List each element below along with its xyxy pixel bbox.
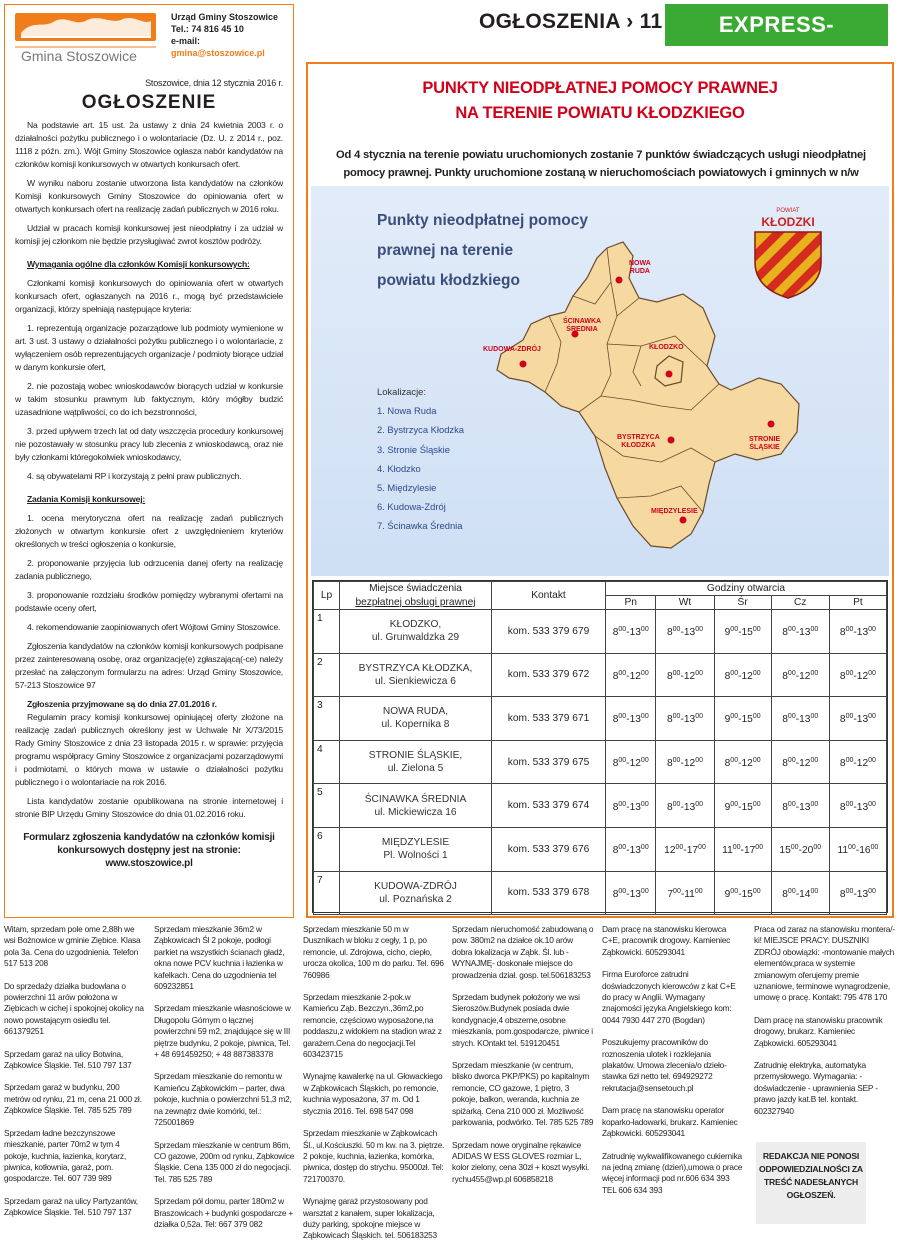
row-contact: kom. 533 379 674 [492,784,606,828]
col-header-day: Pt [829,596,886,610]
row-place: NOWA RUDA, ul. Kopernika 8 [340,697,492,741]
row-hours: $8^{00}-13^{00}$ [771,784,829,828]
col-header-place: Miejsce świadczenia [340,582,492,596]
classified-ad: Sprzedam pół domu, parter 180m2 w Braszowicach + budynki gospodarcze + działka 0,52a. Tel: 667 379 082 [154,1196,294,1229]
row-contact: kom. 533 379 678 [492,871,606,915]
col-header-day: Wt [656,596,714,610]
map-dot-kudowa [520,361,527,368]
section-heading: Wymagania ogólne dla członków Komisji konkursowych: [27,259,250,269]
gmina-logo [13,11,158,66]
map-dot-miedzylesie [680,517,687,524]
row-hours: $8^{00}-13^{00}$ [606,827,656,871]
deadline: Zgłoszenia przyjmowane są do dnia 27.01.2016 r. [27,699,217,709]
classified-ad: Firma Euroforce zatrudni doświadczonych kierowców z kat C+E do pracy w Anglii. Wymagany znajomości języka Angielskiego kom: 0044 7930 447 270 (Bogdan) [602,969,736,1025]
map-label-klodzko: KŁODZKO [649,344,684,351]
row-hours: $8^{00}-12^{00}$ [606,653,656,697]
row-hours: $8^{00}-13^{00}$ [656,697,714,741]
classified-ad: Zatrudnię elektryka, automatyka przemysłowego. Wymagania: - doświadczenie - uprawnienia SEP - prawo jazdy kat.B tel. kontakt. 602327940 [754,1060,878,1116]
map-label-kudowa: KUDOWA-ZDRÓJ [483,346,541,353]
classifieds-column [754,924,896,1128]
row-contact: kom. 533 379 672 [492,653,606,697]
row-contact: kom. 533 379 675 [492,740,606,784]
row-hours: $8^{00}-12^{00}$ [771,740,829,784]
row-hours: $11^{00}-16^{00}$ [829,827,886,871]
col-header-hours: Godziny otwarcia [606,582,887,596]
row-contact: kom. 533 379 679 [492,610,606,654]
paragraph: 1. reprezentują organizacje pozarządowe lub podmioty wymienione w art. 3 ust. 3 ustawy o działalności pożytku publicznego i o wolontariacie, z wyłączeniem osób reprezentujących organizacje / podmioty biorące udział w danym konkursie ofert, [15,323,283,372]
announcement-date: Stoszowice, dnia 12 stycznia 2016 r. [145,78,283,88]
row-lp: 1 [314,610,340,654]
classifieds-column [4,924,146,1230]
row-hours: $8^{00}-12^{00}$ [771,653,829,697]
row-hours: $8^{00}-12^{00}$ [606,740,656,784]
table-row [314,610,887,654]
col-header-lp: Lp [314,582,340,610]
classified-ad: Sprzedam garaż na ulicy Partyzantów, Ząbkowice Śląskie. Tel. 510 797 137 [4,1195,138,1218]
row-hours: $8^{00}-13^{00}$ [656,610,714,654]
classified-ad: Sprzedam mieszkanie własnościowe w Długopolu Górnym o łącznej powierzchni 59 m2, znajdujące się w III piętrze budynku, 2 pokoje, piwnica, Tel. + 48 691459250; + 48 887383378 [154,1003,291,1060]
classified-ad: Sprzedam mieszkanie (w centrum, blisko dworca PKP/PKS) po kapitalnym remoncie, CO gazowe, 1 piętro, 3 pokoje, balkon, weranda, kuchnia ze spiżarką. Cena 210 000 zł. Możliwość parkowania, podwórko. Tel. 785 525 789 [452,1060,594,1128]
col-header-day: Cz [771,596,829,610]
contact-email-label: e-mail: [171,36,201,46]
paragraph: Zgłoszenia kandydatów na członków komisji konkursowych podpisane przez zainteresowaną osobę, oraz organizację(e) zgłaszającą(-ce) należy przesłać na załączonym formularzu na adres: Urząd Gminy Stoszowice, 57-213 Stoszowice 97 [15,641,283,690]
table-row [314,740,887,784]
row-place: BYSTRZYCA KŁODZKA, ul. Sienkiewicza 6 [340,653,492,697]
row-hours: $8^{00}-12^{00}$ [656,653,714,697]
paragraph: Na podstawie art. 15 ust. 2a ustawy z dnia 24 kwietnia 2003 r. o działalności pożytku publicznego i o wolontariacie (Dz. U. z 2014 r., poz. 1118 z późn. zm.). Wójt Gminy Stoszowice ogłasza nabór kandydatów na członków komisji konkursowych w otwartych konkursach ofert. [15,120,283,169]
row-hours: $8^{00}-12^{00}$ [656,740,714,784]
classified-ad: Witam, sprzedam pole ome 2,88h we wsi Bożnowice w gminie Ziębice. Klasa pola 3a. Cena do uzgodnienia. Telefon 517 513 208 [4,924,141,969]
locations-label: Lokalizacje: [377,386,426,397]
row-place: KUDOWA-ZDRÓJ ul. Poznańska 2 [340,871,492,915]
location-item: 6. Kudowa-Zdrój [377,501,446,513]
locations-list [377,382,464,536]
paragraph: 2. proponowanie przyjęcia lub odrzucenia danej oferty na realizację zadania publicznego, [15,558,283,581]
classifieds-column [452,924,594,1196]
row-place: ŚCINAWKA ŚREDNIA ul. Mickiewicza 16 [340,784,492,828]
announcement-body [15,77,283,870]
contact-email-link[interactable]: gmina@stoszowice.pl [171,48,265,58]
map-label-stronie: STRONIE ŚLĄSKIE [749,436,781,451]
row-hours: $7^{00}-11^{00}$ [656,871,714,915]
row-hours: $8^{00}-13^{00}$ [606,871,656,915]
contact-tel: Tel.: 74 816 45 10 [171,24,244,34]
hours-table-body [314,610,887,915]
classified-ad: Dam pracę na stanowisku kierowca C+E, pracownik drogowy. Kamieniec Ząbkowicki. 605293041 [602,924,731,957]
hours-table-wrapper [312,580,888,913]
logo-wordmark: Gmina Stoszowice [21,48,137,64]
row-place: MIĘDZYLESIE Pl. Wolności 1 [340,827,492,871]
map-title-line2: prawnej na terenie [377,242,514,259]
col-header-day: Śr [714,596,771,610]
row-lp: 2 [314,653,340,697]
classified-ad: Wynajmę kawalerkę na ul. Głowackiego w Ząbkowicach Śląskich, po remoncie, kuchnia wyposażona, 37 m. Od 1 stycznia 2016. Tel. 698 547 098 [303,1071,443,1116]
paragraph: 2. nie pozostają wobec wnioskodawców biorących udział w konkursie w takim stosunku prawnym lub faktycznym, który mógłby budzić uzasadnione wątpliwości, co do ich bezstronności, [15,381,283,417]
disclaimer-box: REDAKCJA NIE PONOSI ODPOWIEDZIALNOŚCI ZA TREŚĆ NADESŁANYCH OGŁOSZEŃ. [756,1142,866,1224]
map-dot-nowa-ruda [616,277,623,284]
row-lp: 3 [314,697,340,741]
table-row [314,784,887,828]
paragraph: W wyniku naboru zostanie utworzona lista kandydatów na członków Komisji konkursowych Gminy Stoszowice do opiniowania ofert w otwartych konkursach ofert na realizację zadań publicznych w 2016 roku. [15,178,283,214]
classifieds-column [602,924,744,1207]
row-hours: $8^{00}-13^{00}$ [656,784,714,828]
map-title-line3: powiatu kłodzkiego [377,272,520,289]
paragraph: 3. proponowanie rozdziału środków pomiędzy wybranymi ofertami na podstawie oceny ofert, [15,590,283,613]
row-hours: $8^{00}-13^{00}$ [606,697,656,741]
row-hours: $8^{00}-14^{00}$ [771,871,829,915]
row-place: KŁODZKO, ul. Grunwaldzka 29 [340,610,492,654]
location-item: 4. Kłodzko [377,462,421,474]
paragraph: Lista kandydatów zostanie opublikowana na stronie internetowej i stronie BIP Urzędu Gminy Stoszowice do dnia 01.02.2016 roku. [15,796,283,819]
classifieds-column [303,924,445,1253]
paragraph: Udział w pracach komisji konkursowej jest nieodpłatny i za udział w komisji jej członkom nie będzie przysługiwać zwrot kosztów podróży. [15,223,283,246]
classified-ad: Sprzedam mieszkanie 2-pok.w Kamieńcu Ząb. Bezczyn.,36m2,po remoncie, częściowo wyposażone,na poddaszu,z widokiem na stadion wraz z garażem.Cena do negocjacji.Tel 603423715 [303,992,442,1060]
row-hours: $8^{00}-13^{00}$ [606,784,656,828]
paragraph: 3. przed upływem trzech lat od daty wszczęcia procedury konkursowej nie pozostawały w stosunku pracy lub zlecenia z wnioskodawcą, oraz nie były członkami któregokolwiek wnioskodawcy, [15,426,283,462]
classified-ad: Do sprzedaży działka budowlana o powierzchni 11 arów położona w Ziębicach w cichej i spokojnej okolicy na nowo powstającym osiedlu tel. 661379251 [4,980,144,1037]
contact-name: Urząd Gminy Stoszowice [171,12,279,22]
form-info: Formularz zgłoszenia kandydatów na członków komisji konkursowych dostępny jest na stronie: www.stoszowice.pl [23,832,275,869]
location-item: 7. Ścinawka Średnia [377,520,463,532]
crest-name: KŁODZKI [761,215,815,229]
classified-ad: Sprzedam ładne bezczynszowe mieszkanie, parter 70m2 w tym 4 pokoje, kuchnia, łazienka, korytarz, piwnica, kotłownia, garaż, pom. gospodarcze. Tel. 607 739 989 [4,1127,126,1184]
row-hours: $9^{00}-15^{00}$ [714,871,771,915]
table-row [314,697,887,741]
map-label-bystrzyca: BYSTRZYCA KŁODZKA [617,434,660,449]
row-lp: 7 [314,871,340,915]
row-hours: $12^{00}-17^{00}$ [656,827,714,871]
location-item: 1. Nowa Ruda [377,405,437,417]
map-label-scinawka: ŚCINAWKA ŚREDNIA [563,318,602,333]
table-row [314,827,887,871]
map-dot-klodzko [666,371,673,378]
row-lp: 6 [314,827,340,871]
row-hours: $8^{00}-13^{00}$ [606,610,656,654]
row-hours: $11^{00}-17^{00}$ [714,827,771,871]
table-row [314,653,887,697]
location-item: 5. Międzylesie [377,482,437,494]
paragraph: 1. ocena merytoryczna ofert na realizację zadań publicznych złożonych w otwartym konkursie ofert z uwzględnieniem kryteriów określonych w treści ogłoszenia o konkursie, [15,513,283,549]
row-hours: $15^{00}-20^{00}$ [771,827,829,871]
panel-title-line1: PUNKTY NIEODPŁATNEJ POMOCY PRAWNEJ [422,79,778,97]
classified-ad: Sprzedam mieszkanie w centrum 86m, CO gazowe, 200m od rynku, Ząbkowice Śląskie. Cena 135 000 zł do negocjacji. Tel. 785 525 789 [154,1139,295,1184]
location-item: 2. Bystrzyca Kłodzka [377,424,465,436]
row-lp: 5 [314,784,340,828]
map-label-miedzylesie: MIĘDZYLESIE [651,508,698,515]
paragraph: Członkami komisji konkursowych do opiniowania ofert w otwartych konkursach ofert, ogłaszanych na 2016 r., mogą być przedstawiciele organizacji, którzy spełniają następujące kryteria: [15,278,283,314]
col-header-contact: Kontakt [492,582,606,610]
location-item: 3. Stronie Śląskie [377,443,450,455]
panel-title [308,76,892,126]
row-hours: $8^{00}-13^{00}$ [829,697,886,741]
classified-ad: Dam pracę na stanowisku pracownik drogowy, brukarz. Kamieniec Ząbkowicki. 605293041 [754,1014,883,1048]
row-hours: $9^{00}-15^{00}$ [714,697,771,741]
row-hours: $8^{00}-12^{00}$ [714,653,771,697]
announcement-panel [4,4,294,918]
map-dot-stronie [768,421,775,428]
classified-ad: Zatrudnię wykwalifikowanego cukiernika na jedną zmianę (dzień),umowa o prace więcej informacji pod nr.606 634 393 TEL 606 634 393 [602,1150,743,1195]
paragraph: 4. są obywatelami RP i korzystają z pełni praw publicznych. [27,471,242,481]
row-hours: $9^{00}-15^{00}$ [714,784,771,828]
map-title [377,206,588,296]
row-hours: $9^{00}-15^{00}$ [714,610,771,654]
row-hours: $8^{00}-12^{00}$ [714,740,771,784]
row-hours: $8^{00}-13^{00}$ [829,871,886,915]
row-hours: $8^{00}-13^{00}$ [829,784,886,828]
row-lp: 4 [314,740,340,784]
hours-table [313,581,887,915]
section-header: OGŁOSZENIA › 11 [479,10,663,33]
classified-ad: Sprzedam garaż w budynku, 200 metrów od rynku, 21 m, cena 21 000 zł. Ząbkowice Śląskie. Tel. 785 525 789 [4,1082,142,1116]
classified-ad: Sprzedam nowe oryginalne rękawice ADIDAS W ESS GLOVES rozmiar L, kolor zielony, cena 30zł + koszt wysyłki. rychu455@wp.pl 606858218 [452,1139,590,1184]
map-title-line1: Punkty nieodpłatnej pomocy [377,212,588,229]
table-row [314,871,887,915]
panel-lead: Od 4 stycznia na terenie powiatu uruchomionych zostanie 7 punktów świadczących usługi nieodpłatnej pomocy prawnej. Punkty uruchomione zostaną w nieruchomościach powiatowych i gminnych w n/w [336,149,866,179]
contact-email-row [171,35,293,59]
district-map [311,186,889,576]
paragraph: Regulamin pracy komisji konkursowej opiniującej oferty złożone na realizację zadań publicznych określony jest w Uchwale Nr X/73/2015 Rady Gminy Stoszowice z dnia 23 listopada 2015 r. w sprawie: przyjęcia programu współpracy Gminy Stoszowice z organizacjami pozarządowymi i podmiotami, o których mowa w ustawie o działalności pożytku publicznego i o wolontariacie na rok 2016. [15,712,283,787]
classified-ad: Sprzedam mieszkanie 50 m w Dusznikach w bloku z cegły, 1 p, po remoncie, ul. Zdrojowa, cicho, ciepło, urocza okolica, 100 m do parku. Tel. 696 760986 [303,924,444,980]
legal-aid-panel [306,62,894,918]
panel-title-line2: NA TERENIE POWIATU KŁODZKIEGO [455,104,745,122]
col-header-day: Pn [606,596,656,610]
classified-ad: Sprzedam mieszkanie w Ząbkowicach Śl., ul.Kościuszki. 50 m kw. na 3. piętrze. 2 pokoje, kuchnia, łazienka, komórka, piwnica, dostęp do strychu. 95000zł. Tel: 721700370. [303,1128,445,1184]
map-label-nowa-ruda: NOWA RUDA [629,260,651,275]
classified-ad: Sprzedam nieruchomość zabudowaną o pow. 380m2 na działce ok.10 arów dobra lokalizacja w Ząbk. Śl. lub - WYNAJMĘ- doskonałe miejsce do prowadzenia dział. gosp. tel.506183253 [452,924,594,980]
classified-ad: Sprzedam mieszkanie 36m2 w Ząbkowicach Śl 2 pokoje, podłogi parkiet na wszystkich ścianach gładź, okna nowe PCV kuchnia i łazienka w kafelkach. Cena do uzgodnienia tel 609232851 [154,924,285,992]
row-contact: kom. 533 379 671 [492,697,606,741]
col-header-place-2: bezpłatnej obsługi prawnej [340,596,492,610]
announcement-title: OGŁOSZENIE [81,92,217,113]
classifieds-column [154,924,296,1241]
section-heading: Zadania Komisji konkursowej: [27,494,146,504]
classified-ad: Sprzedam budynek położony we wsi Sieroszów.Budynek posiada dwie kondygnacje,4 obszerne,osobne mieszkania, pom.gospodarcze, piwnice i strych. KOntakt tel. 519120451 [452,992,593,1048]
crest-caption: POWIAT [776,208,800,214]
map-dot-bystrzyca [668,437,675,444]
row-hours: $8^{00}-13^{00}$ [771,697,829,741]
row-hours: $8^{00}-12^{00}$ [829,740,886,784]
classified-ad: Praca od zaraz na stanowisku montera/-ki! MIEJSCE PRACY: DUSZNIKI ZDRÓJ obowiązki: -montowanie małych elementów,praca w systemie zmianowym oferujemy premie uznaniowe, terminowe wynagrodzenie, umowę o pracę. Kontakt: 795 478 170 [754,924,895,1003]
classified-ad: Sprzedam mieszkanie do remontu w Kamieńcu Ząbkowickim – parter, dwa pokoje, kuchnia o powierzchni 51,3 m2, na zewnątrz dwie komórki, tel.: 725001869 [154,1071,292,1128]
row-hours: $8^{00}-13^{00}$ [829,610,886,654]
classified-ad: Sprzedam garaż na ulicy Botwina, Ząbkowice Śląskie. Tel. 510 797 137 [4,1048,132,1071]
classified-ad: Poszukujemy pracowników do roznoszenia ulotek i rozklejania plakatów. Umowa zlecenia/o dzieło- stawka 6zł netto tel. 694929272 rekrutacja@sensetouch.pl [602,1037,727,1093]
contact-block [171,11,293,59]
classified-ad: Dam pracę na stanowisku operator koparko-ładowarki, brukarz. Kamieniec Ząbkowicki. 605293041 [602,1105,738,1139]
row-hours: $8^{00}-12^{00}$ [829,653,886,697]
classified-ad: Wynajmę garaż przystosowany pod warsztat z kanałem, super lokalizacja, duży parking, spokojne miejsce w Ząbkowicach Śląskich. tel. 506183253 [303,1196,437,1241]
brand-banner[interactable]: EXPRESS-MIEJSKI.PL [665,4,888,46]
row-hours: $8^{00}-13^{00}$ [771,610,829,654]
row-contact: kom. 533 379 676 [492,827,606,871]
powiat-crest [751,204,825,300]
row-place: STRONIE ŚLĄSKIE, ul. Zielona 5 [340,740,492,784]
paragraph: 4. rekomendowanie zaopiniowanych ofert Wójtowi Gminy Stoszowice. [27,622,281,632]
